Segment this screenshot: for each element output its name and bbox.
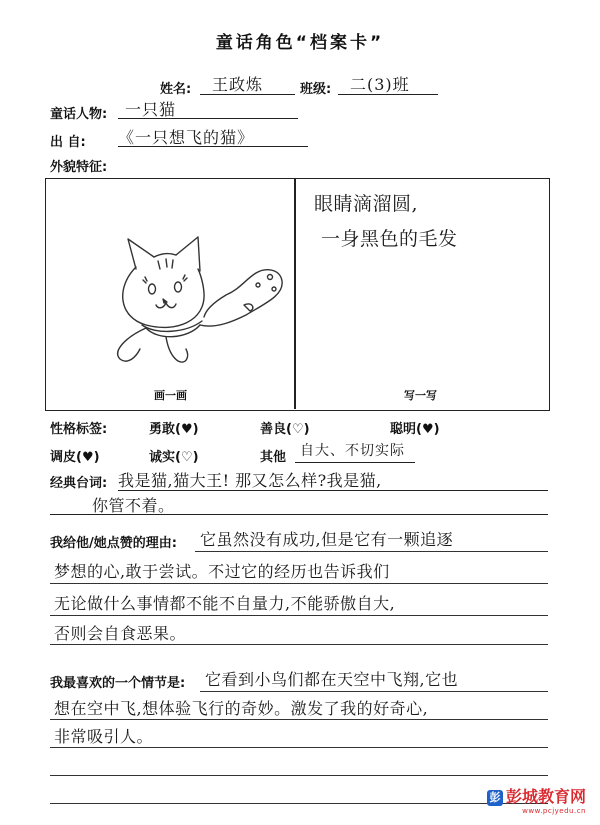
name-label: 姓名: bbox=[160, 82, 192, 97]
quote-line-2: 你管不着。 bbox=[92, 496, 175, 515]
trait-other-underline bbox=[295, 462, 415, 463]
trait-brave: 勇敢(♥) bbox=[149, 422, 199, 437]
quote-label: 经典台词: bbox=[50, 476, 108, 491]
plot-label: 我最喜欢的一个情节是: bbox=[50, 676, 186, 691]
write-caption: 写一写 bbox=[404, 389, 437, 402]
plot-line-2: 想在空中飞,想体验飞行的奇妙。激发了我的好奇心, bbox=[54, 699, 429, 718]
plot-underline-5 bbox=[50, 802, 548, 804]
appearance-line-1: 眼睛滴溜圆, bbox=[314, 193, 419, 215]
trait-other-value: 自大、不切实际 bbox=[300, 443, 405, 459]
source-value: 《一只想飞的猫》 bbox=[118, 128, 255, 147]
logo-url: www.pcjyedu.cn bbox=[522, 807, 586, 815]
class-label: 班级: bbox=[300, 82, 332, 97]
appearance-box bbox=[45, 178, 550, 411]
source-label: 出 自: bbox=[50, 135, 86, 150]
trait-kind: 善良(♡) bbox=[260, 422, 310, 437]
quote-line-1: 我是猫,猫大王! 那又怎么样?我是猫, bbox=[118, 471, 382, 490]
trait-honest: 诚实(♡) bbox=[149, 450, 199, 465]
appearance-label: 外貌特征: bbox=[50, 160, 108, 175]
trait-other-label: 其他 bbox=[260, 450, 287, 465]
trait-smart: 聪明(♥) bbox=[390, 422, 440, 437]
name-value: 王政炼 bbox=[212, 75, 264, 94]
trait-naughty: 调皮(♥) bbox=[50, 450, 100, 465]
traits-label: 性格标签: bbox=[50, 422, 108, 437]
reason-line-3: 无论做什么事情都不能不自量力,不能骄傲自大, bbox=[54, 594, 396, 613]
reason-line-1: 它虽然没有成功,但是它有一颗追逐 bbox=[200, 530, 454, 549]
reason-line-4: 否则会自食恶果。 bbox=[54, 624, 187, 643]
reason-underline-2 bbox=[50, 582, 548, 584]
character-value: 一只猫 bbox=[125, 100, 177, 119]
card-title: 童话角色“档案卡” bbox=[215, 33, 385, 53]
reason-underline-1 bbox=[195, 550, 548, 552]
plot-underline-1 bbox=[200, 690, 548, 692]
logo-name: 彭城教育网 bbox=[505, 787, 586, 806]
plot-line-1: 它看到小鸟们都在天空中飞翔,它也 bbox=[205, 670, 459, 689]
plot-line-3: 非常吸引人。 bbox=[54, 727, 154, 746]
reason-label: 我给他/她点赞的理由: bbox=[50, 536, 177, 551]
appearance-line-2: 一身黑色的毛发 bbox=[321, 228, 458, 250]
character-label: 童话人物: bbox=[50, 107, 108, 122]
cat-drawing bbox=[106, 217, 296, 367]
logo-mark-icon: 彭 bbox=[487, 790, 503, 806]
site-logo bbox=[487, 784, 586, 815]
reason-line-2: 梦想的心,敢于尝试。不过它的经历也告诉我们 bbox=[54, 562, 390, 581]
reason-underline-3 bbox=[50, 614, 548, 616]
draw-caption: 画一画 bbox=[154, 389, 187, 402]
plot-underline-4 bbox=[50, 774, 548, 776]
class-value: 二(3)班 bbox=[350, 75, 410, 94]
